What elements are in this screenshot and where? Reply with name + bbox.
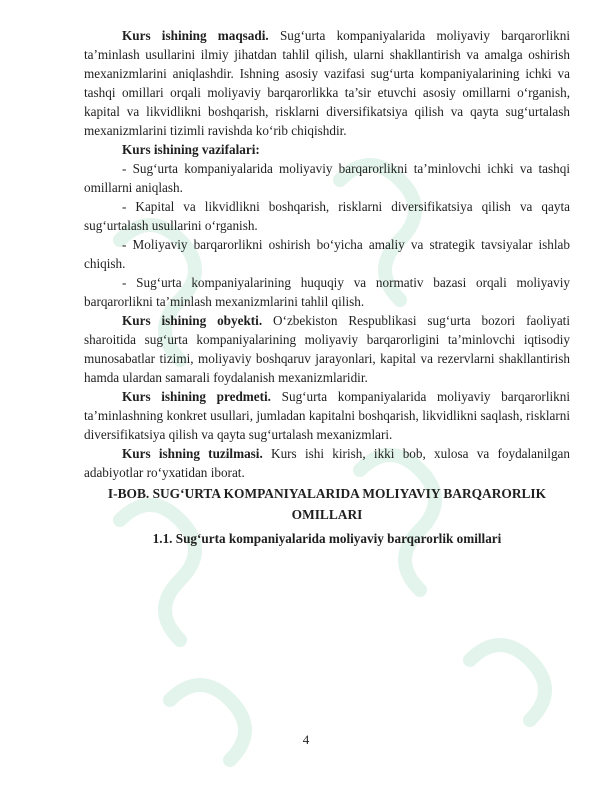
subject-paragraph xyxy=(84,387,570,444)
subject-label: Kurs ishining predmeti. xyxy=(122,389,271,404)
aim-label: Kurs ishining maqsadi. xyxy=(122,28,269,43)
subject-text: Sug‘urta kompaniyalarida moliyaviy barqarorlikni ta’minlashning konkret usullari, jumladan kapitalni boshqarish, likvidlikni saqlash, risklarni diversifikatsiya qilish va qayta sug‘urtalash mexanizmlari. xyxy=(84,389,570,442)
structure-paragraph xyxy=(84,444,570,482)
object-label: Kurs ishining obyekti. xyxy=(122,313,263,328)
chapter-title: I-BOB. SUG‘URTA KOMPANIYALARIDA MOLIYAVIY BARQARORLIK OMILLARI xyxy=(107,486,547,522)
task-item-1: - Sug‘urta kompaniyalarida moliyaviy barqarorlikni ta’minlovchi ichki va tashqi omillarni aniqlash. xyxy=(84,161,570,195)
aim-text: Sug‘urta kompaniyalarida moliyaviy barqarorlikni ta’minlash usullarini ilmiy jihatdan tahlil qilish, ularni shakllantirish va amalga oshirish mexanizmlarini aniqlashdir. Ishning asosiy vazifasi sug‘urta kompaniyalarining ichki va tashqi omillari orqali moliyaviy barqarorlikka ta’sir etuvchi asosiy omillarni o‘rganish, kapital va likvidlikni boshqarish, risklarni diversifikatsiya qilish va qayta sug‘urtalash mexanizmlarini tizimli ravishda ko‘rib chiqishdir. xyxy=(84,28,570,138)
section-title: 1.1. Sug‘urta kompaniyalarida moliyaviy barqarorlik omillari xyxy=(152,531,502,546)
structure-text: Kurs ishi kirish, ikki bob, xulosa va foydalanilgan adabiyotlar ro‘yxatidan iborat. xyxy=(84,446,570,480)
document-body xyxy=(84,26,570,548)
object-paragraph xyxy=(84,311,570,387)
tasks-label: Kurs ishining vazifalari: xyxy=(122,142,260,157)
task-item-3: - Moliyaviy barqarorlikni oshirish bo‘yicha amaliy va strategik tavsiyalar ishlab chiqish. xyxy=(84,237,570,271)
task-item-4: - Sug‘urta kompaniyalarining huquqiy va normativ bazasi orqali moliyaviy barqarorlikni ta’minlash mexanizmlarini tahlil qilish. xyxy=(84,275,570,309)
page-number: 4 xyxy=(302,732,310,747)
object-text: O‘zbekiston Respublikasi sug‘urta bozori faoliyati sharoitida sug‘urta kompaniyalarining moliyaviy barqarorligini ta’minlovchi iqtisodiy munosabatlar tizimi, moliyaviy boshqaruv jarayonlari, kapital va rezervlarni shakllantirish hamda ulardan samarali foydalanish mexanizmlaridir. xyxy=(84,313,571,385)
structure-label: Kurs ishning tuzilmasi. xyxy=(122,446,263,461)
task-item-2: - Kapital va likvidlikni boshqarish, risklarni diversifikatsiya qilish va qayta sug‘urtalash usullarini o‘rganish. xyxy=(84,199,570,233)
aim-paragraph xyxy=(84,26,570,140)
